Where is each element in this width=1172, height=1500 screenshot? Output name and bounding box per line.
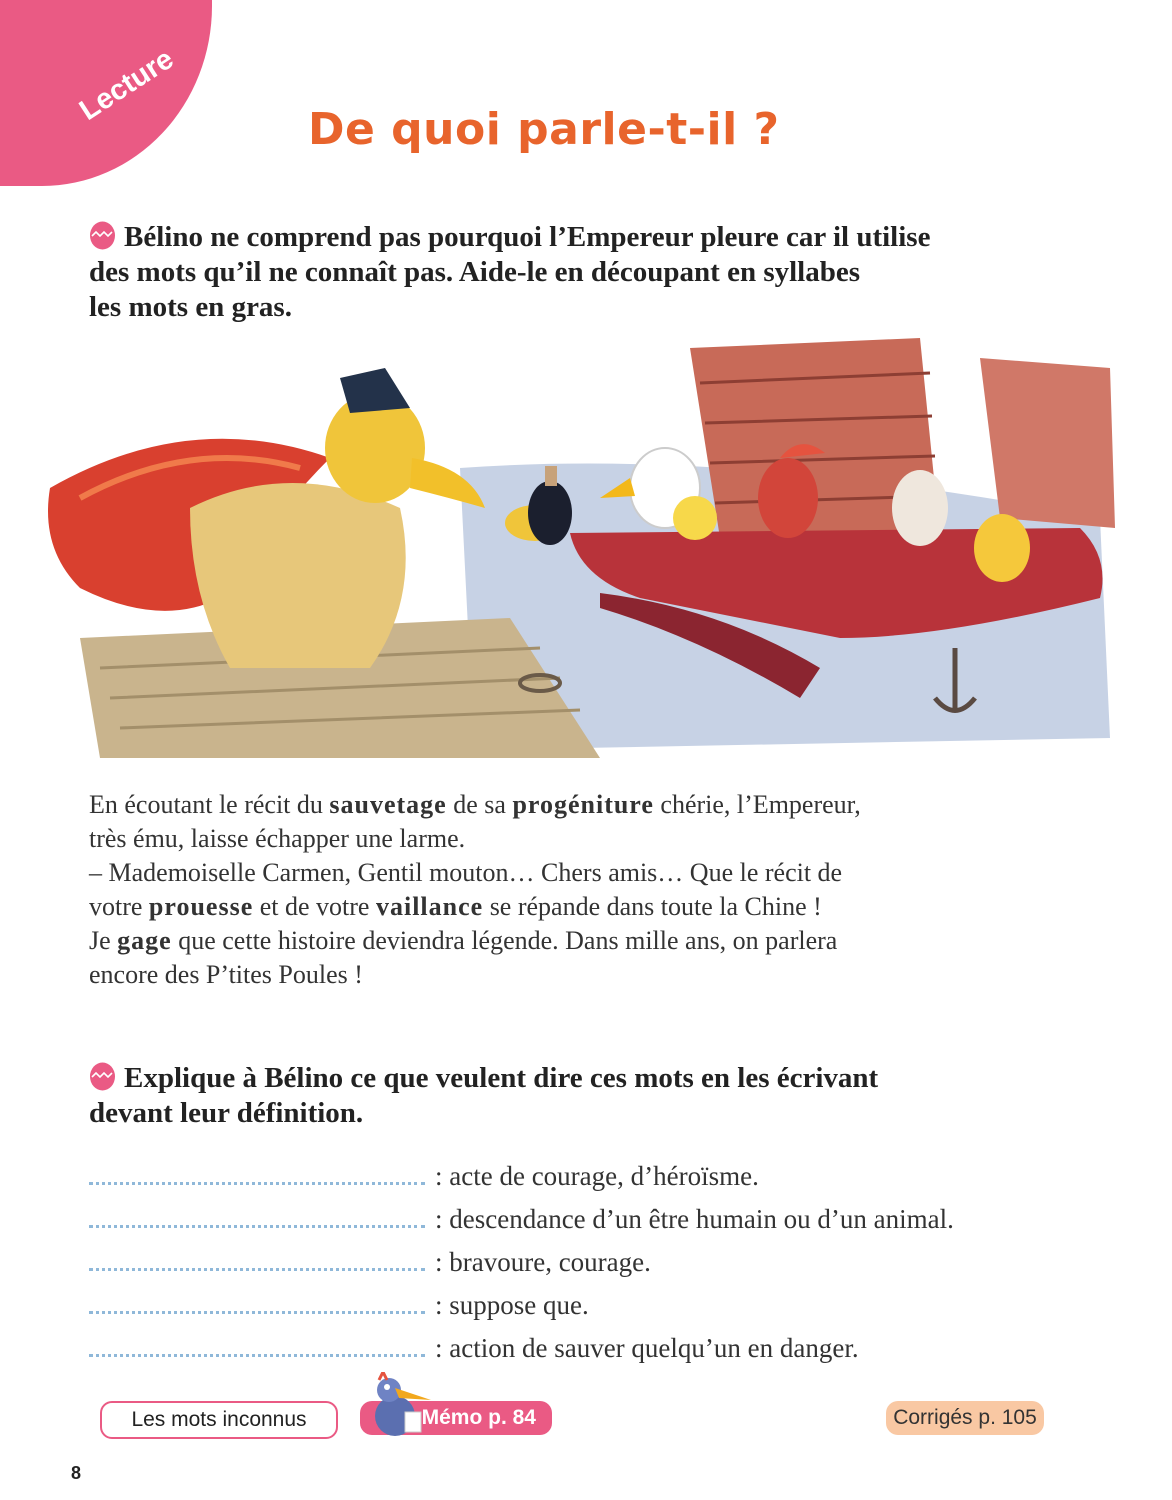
exercise-1-instruction (89, 219, 1089, 325)
story-line: votre prouesse et de votre vaillance se répande dans toute la Chine ! (89, 892, 822, 921)
answer-line[interactable] (89, 1246, 425, 1271)
instruction-line: Bélino ne comprend pas pourquoi l’Empereur pleure car il utilise (89, 219, 1089, 255)
pink-egg-icon (89, 219, 116, 250)
story-line: très ému, laisse échapper une larme. (89, 824, 466, 853)
definition-text: : action de sauver quelqu’un en danger. (435, 1333, 859, 1363)
instruction-line: devant leur définition. (89, 1097, 364, 1129)
answer-line[interactable] (89, 1160, 425, 1185)
definition-text: : bravoure, courage. (435, 1247, 651, 1277)
story-line: Je gage que cette histoire deviendra légende. Dans mille ans, on parlera (89, 926, 838, 955)
bold-word: sauvetage (329, 790, 447, 819)
definition-row (89, 1160, 1109, 1203)
instruction-line: des mots qu’il ne connaît pas. Aide-le en découpant en syllabes (89, 256, 861, 288)
unknown-words-tag: Les mots inconnus (100, 1401, 338, 1439)
definition-list (89, 1160, 1109, 1375)
story-line: – Mademoiselle Carmen, Gentil mouton… Chers amis… Que le récit de (89, 858, 843, 887)
pink-egg-icon (89, 1060, 116, 1091)
answer-line[interactable] (89, 1203, 425, 1228)
story-text (89, 788, 1089, 992)
bold-word: progéniture (512, 790, 654, 819)
pelican-mascot-icon (365, 1372, 437, 1438)
definition-row (89, 1332, 1109, 1375)
answer-line[interactable] (89, 1289, 425, 1314)
page-title: De quoi parle-t-il ? (308, 104, 780, 155)
exercise-2-instruction (89, 1060, 1089, 1131)
story-line: encore des P’tites Poules ! (89, 960, 363, 989)
bold-word: prouesse (148, 892, 254, 921)
instruction-line: les mots en gras. (89, 291, 292, 323)
definition-row (89, 1289, 1109, 1332)
definition-row (89, 1246, 1109, 1289)
answer-line[interactable] (89, 1332, 425, 1357)
page-number: 8 (71, 1463, 82, 1483)
bold-word: vaillance (375, 892, 484, 921)
story-line: En écoutant le récit du sauvetage de sa progéniture chérie, l’Empereur, (89, 790, 861, 819)
emperor-boat-illustration (40, 338, 1122, 758)
definition-text: : suppose que. (435, 1290, 589, 1320)
definition-row (89, 1203, 1109, 1246)
definition-text: : descendance d’un être humain ou d’un animal. (435, 1204, 954, 1234)
definition-text: : acte de courage, d’héroïsme. (435, 1161, 759, 1191)
memo-link[interactable]: Mémo p. 84 (360, 1401, 552, 1435)
bold-word: gage (117, 926, 172, 955)
corriges-tag: Corrigés p. 105 (886, 1401, 1044, 1435)
instruction-line: Explique à Bélino ce que veulent dire ces mots en les écrivant (89, 1060, 1089, 1096)
section-label: Lecture (74, 42, 180, 127)
